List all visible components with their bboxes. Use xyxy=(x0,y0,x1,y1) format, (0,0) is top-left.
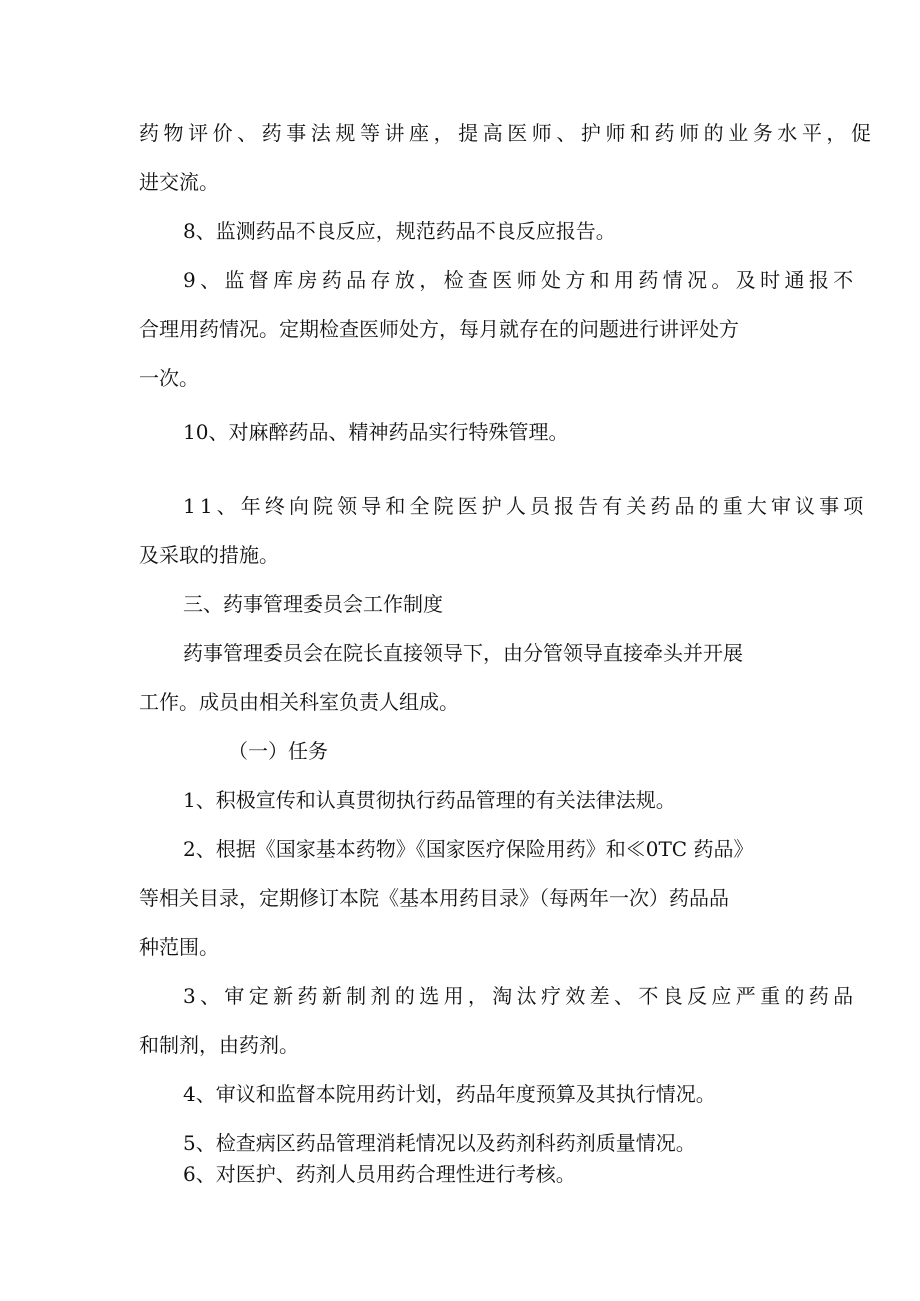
paragraph-line: 一次。 xyxy=(139,366,199,390)
item-10: 10、对麻醉药品、精神药品实行特殊管理。 xyxy=(183,420,569,444)
task-6: 6、对医护、药剂人员用药合理性进行考核。 xyxy=(183,1162,576,1186)
subsection-heading: （一）任务 xyxy=(228,739,328,763)
paragraph-line: 工作。成员由相关科室负责人组成。 xyxy=(139,690,459,714)
paragraph-line: 药物评价、药事法规等讲座，提高医师、护师和药师的业务水平，促 xyxy=(139,121,876,145)
task-1: 1、积极宣传和认真贯彻执行药品管理的有关法律法规。 xyxy=(183,788,676,812)
paragraph-line: 合理用药情况。定期检查医师处方，每月就存在的问题进行讲评处方 xyxy=(139,317,739,341)
section-heading: 三、药事管理委员会工作制度 xyxy=(183,592,443,616)
task-5: 5、检查病区药品管理消耗情况以及药剂科药剂质量情况。 xyxy=(183,1131,696,1155)
task-3: 3、审定新药新制剂的选用，淘汰疗效差、不良反应严重的药品 xyxy=(183,984,858,1008)
paragraph-line: 进交流。 xyxy=(139,170,219,194)
paragraph-line: 种范围。 xyxy=(139,935,219,959)
paragraph-line: 及采取的措施。 xyxy=(139,543,279,567)
task-2: 2、根据《国家基本药物》《国家医疗保险用药》和≪0TC 药品》 xyxy=(183,837,754,861)
task-4: 4、审议和监督本院用药计划，药品年度预算及其执行情况。 xyxy=(183,1082,716,1106)
paragraph-line: 等相关目录，定期修订本院《基本用药目录》（每两年一次）药品品 xyxy=(139,886,729,910)
item-9: 9、监督库房药品存放，检查医师处方和用药情况。及时通报不 xyxy=(183,268,858,292)
paragraph-line: 和制剂，由药剂。 xyxy=(139,1033,299,1057)
item-11: 11、年终向院领导和全院医护人员报告有关药品的重大审议事项 xyxy=(183,494,868,518)
item-8: 8、监测药品不良反应，规范药品不良反应报告。 xyxy=(183,219,616,243)
intro-paragraph: 药事管理委员会在院长直接领导下，由分管领导直接牵头并开展 xyxy=(183,641,743,665)
